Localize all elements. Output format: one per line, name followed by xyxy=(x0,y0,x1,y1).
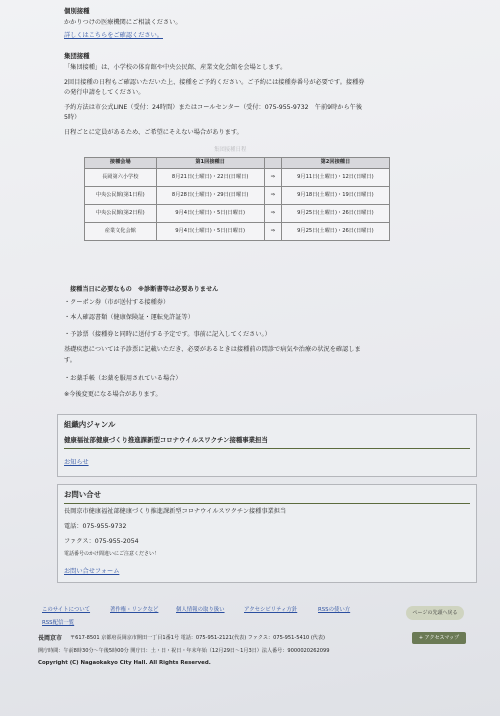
group-paragraph-2a: 2回目接種の日程もご確認いただいた上、接種をご予約ください。ご予約には接種券番号が必要です。接種券 xyxy=(64,79,365,86)
contact-tel: 電話：075-955-9732 xyxy=(64,523,127,530)
individual-text: かかりつけの医療機関にご相談ください。 xyxy=(64,19,182,26)
page-top-button[interactable]: ページの先頭へ戻る xyxy=(406,606,464,620)
group-heading: 集団接種 xyxy=(64,52,90,60)
footer-link-rss-list[interactable]: RSS配信一覧 xyxy=(42,620,75,626)
first-dose-cell: 8月21日(土曜日)・22日(日曜日) xyxy=(156,169,264,187)
table-row xyxy=(85,169,390,187)
footer-hours: 開庁時間：午前8時30分〜午後5時00分 開庁日：土・日・祝日・年末年始（12月29日〜1月3日）法人番号：9000020262099 xyxy=(38,648,330,654)
contact-dept: 長岡京市健康福祉部健康づくり推進課新型コロナウイルスワクチン接種事業担当 xyxy=(64,508,287,515)
arrow-cell: ⇒ xyxy=(264,169,281,187)
first-dose-cell: 8月28日(土曜日)・29日(日曜日) xyxy=(156,187,264,205)
arrow-cell: ⇒ xyxy=(264,205,281,223)
needs-change-note: ※今後変更になる場合があります。 xyxy=(64,391,162,398)
needs-item-medicine-book: ・お薬手帳（お薬を服用されている場合） xyxy=(64,375,182,382)
individual-detail-link[interactable]: 詳しくはこちらをご確認ください。 xyxy=(64,32,163,39)
table-row xyxy=(85,205,390,223)
footer-copyright: Copyright (C) Nagaokakyo City Hall. All Rights Reserved. xyxy=(38,660,211,666)
col-second: 第2回接種日 xyxy=(281,158,389,169)
group-paragraph-3a: 予約方法は市公式LINE（受付：24時間）またはコールセンター（受付：075-955-9732 午前9時から午後 xyxy=(64,104,363,111)
needs-note-b: す。 xyxy=(64,357,76,364)
needs-heading: 接種当日に必要なもの ※診断書等は必要ありません xyxy=(70,286,219,293)
footer-address: 〒617-8501 京都府長岡京市開田一丁目1番1号 電話：075-951-2121(代表) ファクス：075-951-5410 (代表) xyxy=(70,635,325,641)
venue-cell: 産業文化会館 xyxy=(85,223,157,241)
contact-form-link[interactable]: お問い合せフォーム xyxy=(64,568,120,575)
access-map-button[interactable]: + アクセスマップ xyxy=(412,632,466,644)
footer-link-rss-usage[interactable]: RSSの使い方 xyxy=(318,607,351,613)
schedule-table xyxy=(84,157,390,241)
org-genre-title: 組織内ジャンル xyxy=(64,420,116,429)
footer-link-about[interactable]: このサイトについて xyxy=(42,607,91,613)
schedule-caption: 集団接種日程 xyxy=(214,147,247,153)
footer-link-accessibility[interactable]: アクセシビリティ方針 xyxy=(244,607,298,613)
footer-link-privacy[interactable]: 個人情報の取り扱い xyxy=(176,607,225,613)
venue-cell: 長岡第六小学校 xyxy=(85,169,157,187)
second-dose-cell: 9月25日(土曜日)・26日(日曜日) xyxy=(281,223,389,241)
col-arrow xyxy=(264,158,281,169)
schedule-header-row xyxy=(85,158,390,169)
org-genre-box xyxy=(57,414,477,477)
contact-title: お問い合せ xyxy=(64,490,101,499)
first-dose-cell: 9月4日(土曜日)・5日(日曜日) xyxy=(156,205,264,223)
first-dose-cell: 9月4日(土曜日)・5日(日曜日) xyxy=(156,223,264,241)
needs-note-a: 基礎疾患については予診票に記載いただき、必要があるときは接種前の問診で病気や治療の状況を確認しま xyxy=(64,346,361,353)
second-dose-cell: 9月11日(土曜日)・12日(日曜日) xyxy=(281,169,389,187)
group-paragraph-4: 日程ごとに定員があるため、ご希望にそえない場合があります。 xyxy=(64,129,243,136)
venue-cell: 中央公民館(第1日程) xyxy=(85,187,157,205)
footer-link-copyright[interactable]: 著作権・リンクなど xyxy=(110,607,159,613)
table-row xyxy=(85,223,390,241)
footer-city-name: 長岡京市 xyxy=(38,635,63,642)
individual-heading: 個別接種 xyxy=(64,7,90,15)
col-first: 第1回接種日 xyxy=(156,158,264,169)
needs-item-id: ・本人確認書類（健康保険証・運転免許証等） xyxy=(64,314,194,321)
news-link[interactable]: お知らせ xyxy=(64,459,89,466)
needs-item-coupon: ・クーポン券（市が送付する接種券） xyxy=(64,299,170,306)
second-dose-cell: 9月25日(土曜日)・26日(日曜日) xyxy=(281,205,389,223)
org-genre-rule xyxy=(64,448,470,449)
org-genre-dept: 健康福祉部健康づくり推進課新型コロナウイルスワクチン接種事業担当 xyxy=(64,436,268,444)
contact-note: 電話番号のかけ間違いにご注意ください！ xyxy=(64,551,160,557)
second-dose-cell: 9月18日(土曜日)・19日(日曜日) xyxy=(281,187,389,205)
venue-cell: 中央公民館(第2日程) xyxy=(85,205,157,223)
col-venue: 接種会場 xyxy=(85,158,157,169)
needs-item-questionnaire: ・予診票（接種券と同時に送付する予定です。事前に記入してください。） xyxy=(64,331,271,338)
arrow-cell: ⇒ xyxy=(264,187,281,205)
contact-fax: ファクス：075-955-2054 xyxy=(64,538,139,545)
table-row xyxy=(85,187,390,205)
contact-box xyxy=(57,484,477,583)
arrow-cell: ⇒ xyxy=(264,223,281,241)
contact-rule xyxy=(64,503,470,504)
group-paragraph-3b: 5時） xyxy=(64,114,81,121)
group-paragraph-1: 「集団接種」は、小学校の体育館や中央公民館、産業文化会館を会場とします。 xyxy=(64,64,287,71)
group-paragraph-2b: の発行申請をしてください。 xyxy=(64,89,145,96)
